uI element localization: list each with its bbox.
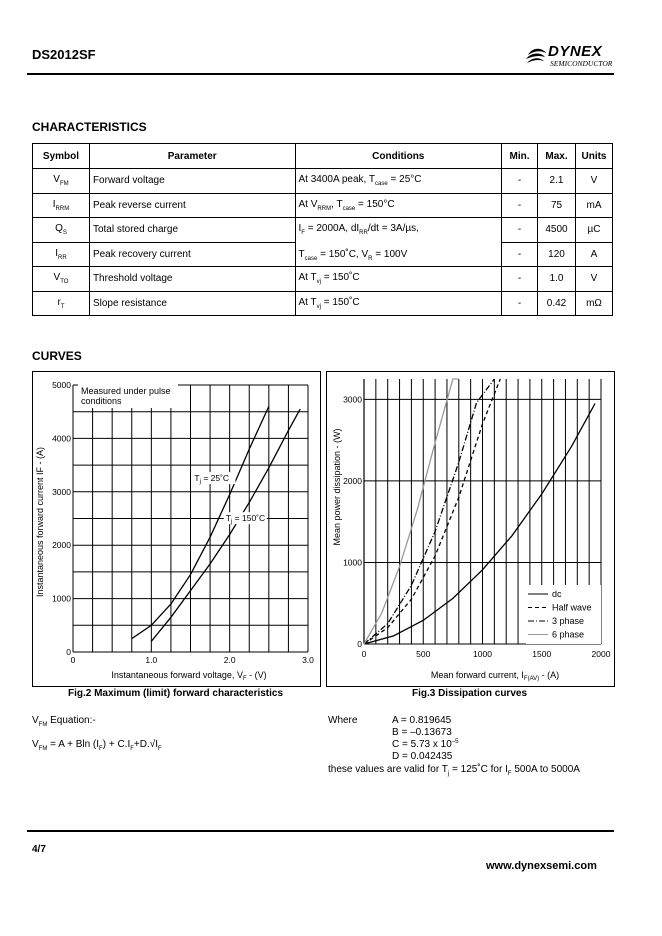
fig2-ytick-label: 0 <box>66 647 71 657</box>
fig2-note-line2: conditions <box>81 396 122 406</box>
footer-rule <box>27 830 614 832</box>
fig2-caption: Fig.2 Maximum (limit) forward characteristics <box>67 688 284 699</box>
fig2-xtick-label: 3.0 <box>302 655 314 665</box>
max-cell: 2.1 <box>538 169 576 194</box>
fig2-note: Measured under pulse <box>81 386 171 396</box>
table-row <box>33 218 613 243</box>
col-min: Min. <box>502 144 538 169</box>
conditions-cell: At $T_{vj}$ = 150˚C <box>295 267 502 292</box>
fig2-series-label: $T_j$ = 150˚C <box>225 513 266 526</box>
min-cell: - <box>502 169 538 194</box>
fig3-ytick-label: 1000 <box>343 557 362 568</box>
fig2-xlabel: Instantaneous forward voltage, $V_F - (V)$ <box>111 670 267 682</box>
max-cell: 4500 <box>538 218 576 243</box>
table-row <box>33 267 613 292</box>
min-cell: - <box>502 193 538 218</box>
coef-a: A = 0.819645 <box>392 715 452 726</box>
fig3-legend-label: dc <box>552 589 562 599</box>
min-cell: - <box>502 267 538 292</box>
fig3-ytick-label: 2000 <box>343 475 362 486</box>
symbol-cell: $r_T$ <box>33 291 90 316</box>
unit-cell: mA <box>575 193 612 218</box>
fig2-ytick-label: 3000 <box>52 486 71 497</box>
where-label: Where <box>328 715 358 726</box>
characteristics-table <box>32 143 613 316</box>
fig3-series-line <box>364 379 494 644</box>
fig2-chart <box>33 372 320 686</box>
fig3-ytick-label: 3000 <box>343 394 362 405</box>
table-header-row <box>33 144 613 169</box>
col-parameter: Parameter <box>89 144 295 169</box>
unit-cell: A <box>575 242 612 267</box>
unit-cell: V <box>575 267 612 292</box>
part-number: DS2012SF <box>32 47 96 62</box>
symbol-cell: $I_{RRM}$ <box>33 193 90 218</box>
min-cell: - <box>502 242 538 267</box>
fig2-series-line <box>151 409 300 641</box>
symbol-cell: $V_{FM}$ <box>33 169 90 194</box>
fig2-panel <box>32 371 321 687</box>
coef-b: B = –0.13673 <box>392 727 452 738</box>
min-cell: - <box>502 218 538 243</box>
fig2-ytick-label: 1000 <box>52 593 71 604</box>
unit-cell: V <box>575 169 612 194</box>
col-symbol: Symbol <box>33 144 90 169</box>
parameter-cell: Total stored charge <box>89 218 295 243</box>
conditions-cell: At $T_{vj}$ = 150˚C <box>295 291 502 316</box>
fig3-xtick-label: 1500 <box>532 649 552 659</box>
website: www.dynexsemi.com <box>486 860 597 872</box>
max-cell: 120 <box>538 242 576 267</box>
conditions-cell: $I_F = 2000A$, $dI_{RR}/dt = 3A/\mu s$, $T_{case}$ = 150˚C, $V_R = 100V$ <box>295 218 502 267</box>
col-conditions: Conditions <box>295 144 502 169</box>
fig2-xtick-label: 1.0 <box>145 655 158 665</box>
fig2-series-label: $T_j$ = 25˚C <box>194 473 230 486</box>
header-rule <box>27 73 614 75</box>
fig2-ytick-label: 2000 <box>52 540 71 551</box>
fig3-ytick-label: 0 <box>357 639 362 649</box>
characteristics-title: CHARACTERISTICS <box>32 120 147 134</box>
parameter-cell: Peak recovery current <box>89 242 295 267</box>
unit-cell: µC <box>575 218 612 243</box>
table-row <box>33 169 613 194</box>
validity-note: these values are valid for $T_j$ = 125˚C for $I_F$ 500A to 5000A <box>328 764 580 777</box>
max-cell: 75 <box>538 193 576 218</box>
fig3-chart <box>327 372 614 686</box>
fig3-xtick-label: 2000 <box>591 649 611 659</box>
equation-formula: $V_{FM} = A + Bln$ $(I_F) + C.I_F+D.√I_F$ <box>32 739 162 752</box>
min-cell: - <box>502 291 538 316</box>
dynex-logo <box>524 43 616 69</box>
fig3-legend-label: 6 phase <box>552 629 585 640</box>
parameter-cell: Slope resistance <box>89 291 295 316</box>
coef-c: C = 5.73 x $10^{-5}$ <box>392 739 459 750</box>
parameter-cell: Peak reverse current <box>89 193 295 218</box>
symbol-cell: $Q_S$ <box>33 218 90 243</box>
fig3-caption: Fig.3 Dissipation curves <box>411 688 528 699</box>
max-cell: 0.42 <box>538 291 576 316</box>
col-max: Max. <box>538 144 576 169</box>
page-number: 4/7 <box>32 844 46 855</box>
fig3-xlabel: Mean forward current, $I_{F(AV)} - (A)$ <box>430 670 560 682</box>
curves-title: CURVES <box>32 349 82 363</box>
parameter-cell: Threshold voltage <box>89 267 295 292</box>
table-row <box>33 193 613 218</box>
fig2-ytick-label: 4000 <box>52 433 71 444</box>
fig3-legend-label: Half wave <box>552 602 592 613</box>
conditions-cell: At 3400A peak, $T_{case} = 25^\circ C$ <box>295 169 502 194</box>
equation-title: $V_{FM}$ Equation:- <box>32 715 96 728</box>
unit-cell: mΩ <box>575 291 612 316</box>
fig3-xtick-label: 1000 <box>473 649 492 659</box>
fig2-ylabel: Instantaneous forward current IF - (A) <box>35 446 45 598</box>
coef-d: D = 0.042435 <box>392 751 453 762</box>
fig3-ylabel: Mean power dissipation - (W) <box>332 428 342 546</box>
fig2-ytick-label: 5000 <box>52 380 71 390</box>
conditions-cell: At $V_{RRM}$, $T_{case} = 150^\circ C$ <box>295 193 502 218</box>
fig3-xtick-label: 500 <box>416 649 431 659</box>
logo-subtitle: SEMICONDUCTOR <box>550 59 613 68</box>
fig2-xtick-label: 0 <box>70 655 76 665</box>
fig2-xtick-label: 2.0 <box>223 655 236 665</box>
logo-word: DYNEX <box>548 43 603 60</box>
fig3-panel <box>326 371 615 687</box>
symbol-cell: $V_{TO}$ <box>33 267 90 292</box>
col-units: Units <box>575 144 612 169</box>
fig3-xtick-label: 0 <box>361 649 367 659</box>
table-row <box>33 291 613 316</box>
dynex-logo-icon <box>524 45 548 65</box>
fig3-legend-label: 3 phase <box>552 616 585 626</box>
parameter-cell: Forward voltage <box>89 169 295 194</box>
max-cell: 1.0 <box>538 267 576 292</box>
symbol-cell: $I_{RR}$ <box>33 242 90 267</box>
